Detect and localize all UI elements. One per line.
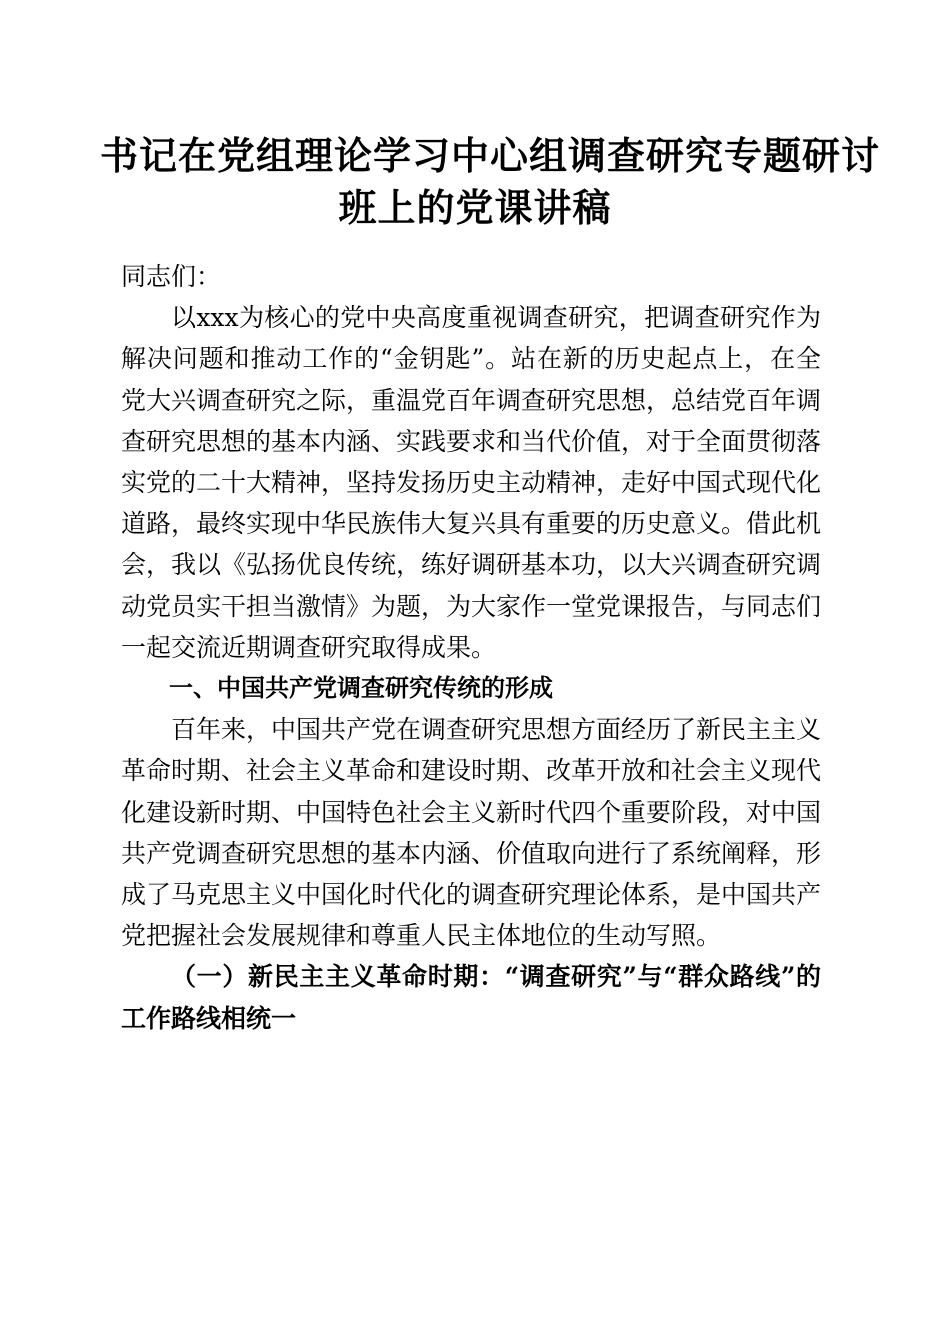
- title-line-2: 班上的党课讲稿: [338, 185, 612, 230]
- document-body: [121, 256, 821, 1039]
- section-heading-1: 一、中国共产党调查研究传统的形成: [169, 674, 553, 703]
- salutation: 同志们：: [121, 262, 222, 291]
- paragraph-intro: 以xxx为核心的党中央高度重视调查研究，把调查研究作为解决问题和推动工作的“金钥匙”。站在新的历史起点上，在全党大兴调查研究之际，重温党百年调查研究思想，总结党百年调查研究思想的基本内涵、实践要求和当代价值，对于全面贯彻落实党的二十大精神，坚持发扬历史主动精神，走好中国式现代化道路，最终实现中华民族伟大复兴具有重要的历史意义。借此机会，我以《弘扬优良传统，练好调研基本功，以大兴调查研究调动党员实干担当激情》为题，为大家作一堂党课报告，与同志们一起交流近期调查研究取得成果。: [121, 303, 822, 662]
- document-title: [100, 130, 881, 234]
- paragraph-history: 百年来，中国共产党在调查研究思想方面经历了新民主主义革命时期、社会主义革命和建设时期、改革开放和社会主义现代化建设新时期、中国特色社会主义新时代四个重要阶段，对中国共产党调查研究思想的基本内涵、价值取向进行了系统阐释，形成了马克思主义中国化时代化的调查研究理论体系，是中国共产党把握社会发展规律和尊重人民主体地位的生动写照。: [121, 715, 822, 951]
- title-line-1: 书记在党组理论学习中心组调查研究专题研讨: [100, 133, 881, 178]
- subsection-heading-1: （一）新民主主义革命时期：“调查研究”与“群众路线”的工作路线相统一: [121, 962, 821, 1033]
